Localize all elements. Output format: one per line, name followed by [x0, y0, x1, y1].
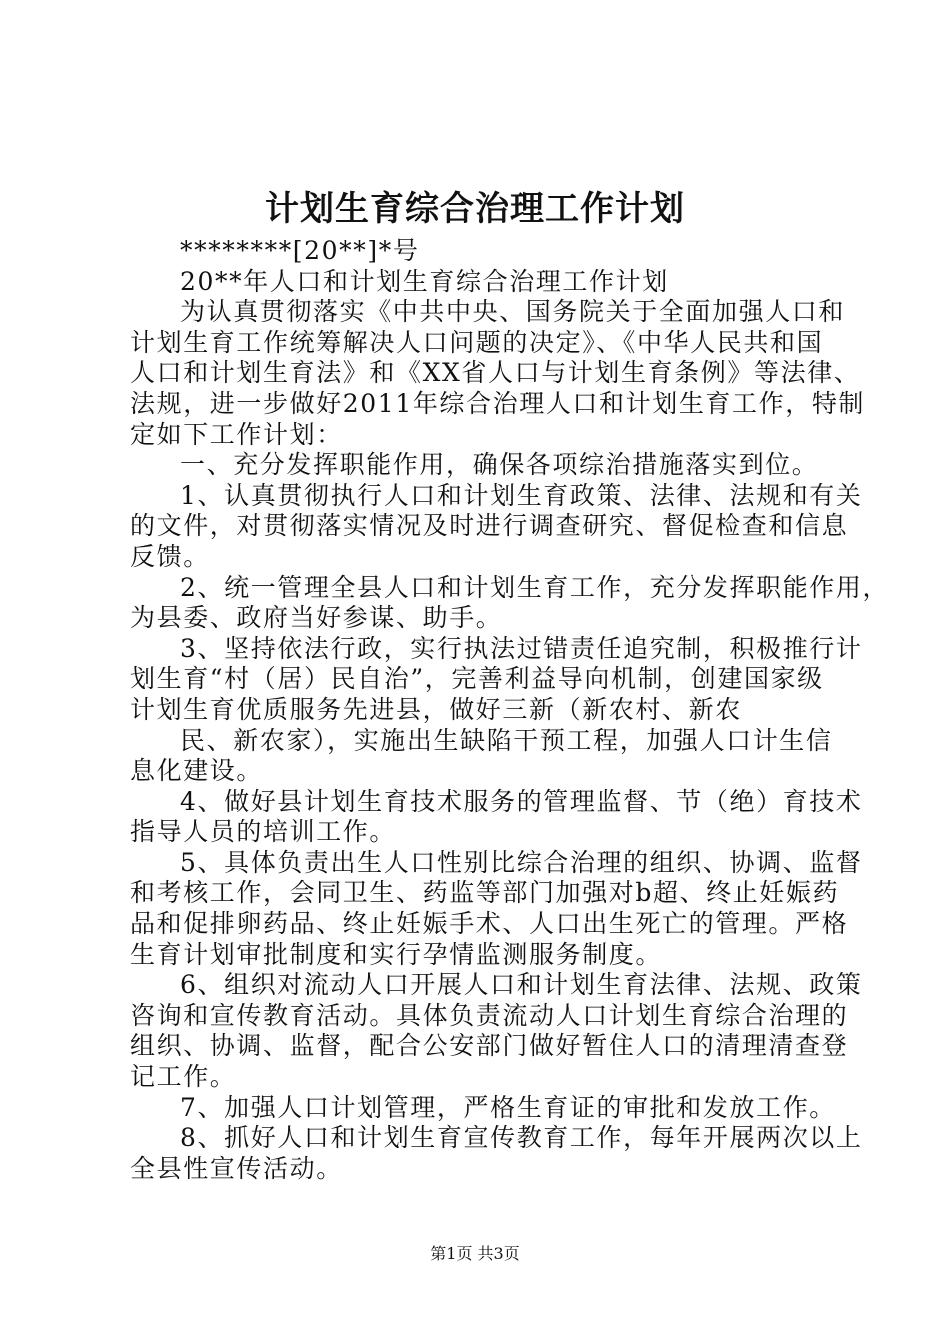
- text-line: 6、组织对流动人口开展人口和计划生育法律、法规、政策: [180, 970, 863, 1000]
- text-line: 计划生育优质服务先进县，做好三新（新农村、新农: [130, 694, 742, 724]
- text-line: 20**年人口和计划生育综合治理工作计划: [180, 266, 669, 296]
- document-body: [130, 236, 890, 1184]
- text-line: 2、统一管理全县人口和计划生育工作，充分发挥职能作用，: [180, 572, 890, 602]
- text-line: 记工作。: [130, 1062, 237, 1092]
- text-line: 3、坚持依法行政，实行执法过错责任追究制，积极推行计: [180, 633, 863, 663]
- text-line: 计划生育工作统筹解决人口问题的决定》、《中华人民共和国: [130, 327, 824, 357]
- text-line: 指导人员的培训工作。: [130, 817, 397, 847]
- text-line: 生育计划审批制度和实行孕情监测服务制度。: [130, 939, 663, 969]
- text-line: 为认真贯彻落实《中共中央、国务院关于全面加强人口和: [180, 297, 846, 327]
- text-line: 的文件，对贯彻落实情况及时进行调查研究、督促检查和信息: [130, 511, 849, 541]
- text-line: 7、加强人口计划管理，严格生育证的审批和发放工作。: [180, 1092, 836, 1122]
- document-title: 计划生育综合治理工作计划: [265, 189, 685, 229]
- text-line: 法规，进一步做好2011年综合治理人口和计划生育工作，特制: [130, 388, 866, 418]
- text-line: 人口和计划生育法》和《XX省人口与计划生育条例》等法律、: [130, 358, 861, 388]
- text-line: 咨询和宣传教育活动。具体负责流动人口计划生育综合治理的: [130, 1000, 849, 1030]
- text-line: 全县性宣传活动。: [130, 1153, 343, 1183]
- text-line: 民、新农家），实施出生缺陷干预工程，加强人口计生信: [180, 725, 833, 755]
- text-line: 定如下工作计划：: [130, 419, 343, 449]
- text-line: 组织、协调、监督，配合公安部门做好暂住人口的清理清查登: [130, 1031, 849, 1061]
- page-footer: 第1页 共3页: [430, 1244, 520, 1263]
- text-line: 息化建设。: [130, 756, 264, 786]
- text-line: 反馈。: [130, 541, 210, 571]
- text-line: ********[20**]*号: [180, 236, 420, 265]
- text-line: 为县委、政府当好参谋、助手。: [130, 603, 503, 633]
- text-line: 1、认真贯彻执行人口和计划生育政策、法律、法规和有关: [180, 480, 863, 510]
- text-line: 4、做好县计划生育技术服务的管理监督、节（绝）育技术: [180, 786, 863, 816]
- text-line: 8、抓好人口和计划生育宣传教育工作，每年开展两次以上: [180, 1123, 863, 1153]
- text-line: 和考核工作，会同卫生、药监等部门加强对b超、终止妊娠药: [130, 878, 840, 908]
- text-line: 5、具体负责出生人口性别比综合治理的组织、协调、监督: [180, 847, 863, 877]
- text-line: 一、充分发挥职能作用，确保各项综治措施落实到位。: [180, 450, 819, 480]
- text-line: 品和促排卵药品、终止妊娠手术、人口出生死亡的管理。严格: [130, 909, 849, 939]
- text-line: 划生育“村（居）民自治”，完善利益导向机制，创建国家级: [130, 664, 824, 694]
